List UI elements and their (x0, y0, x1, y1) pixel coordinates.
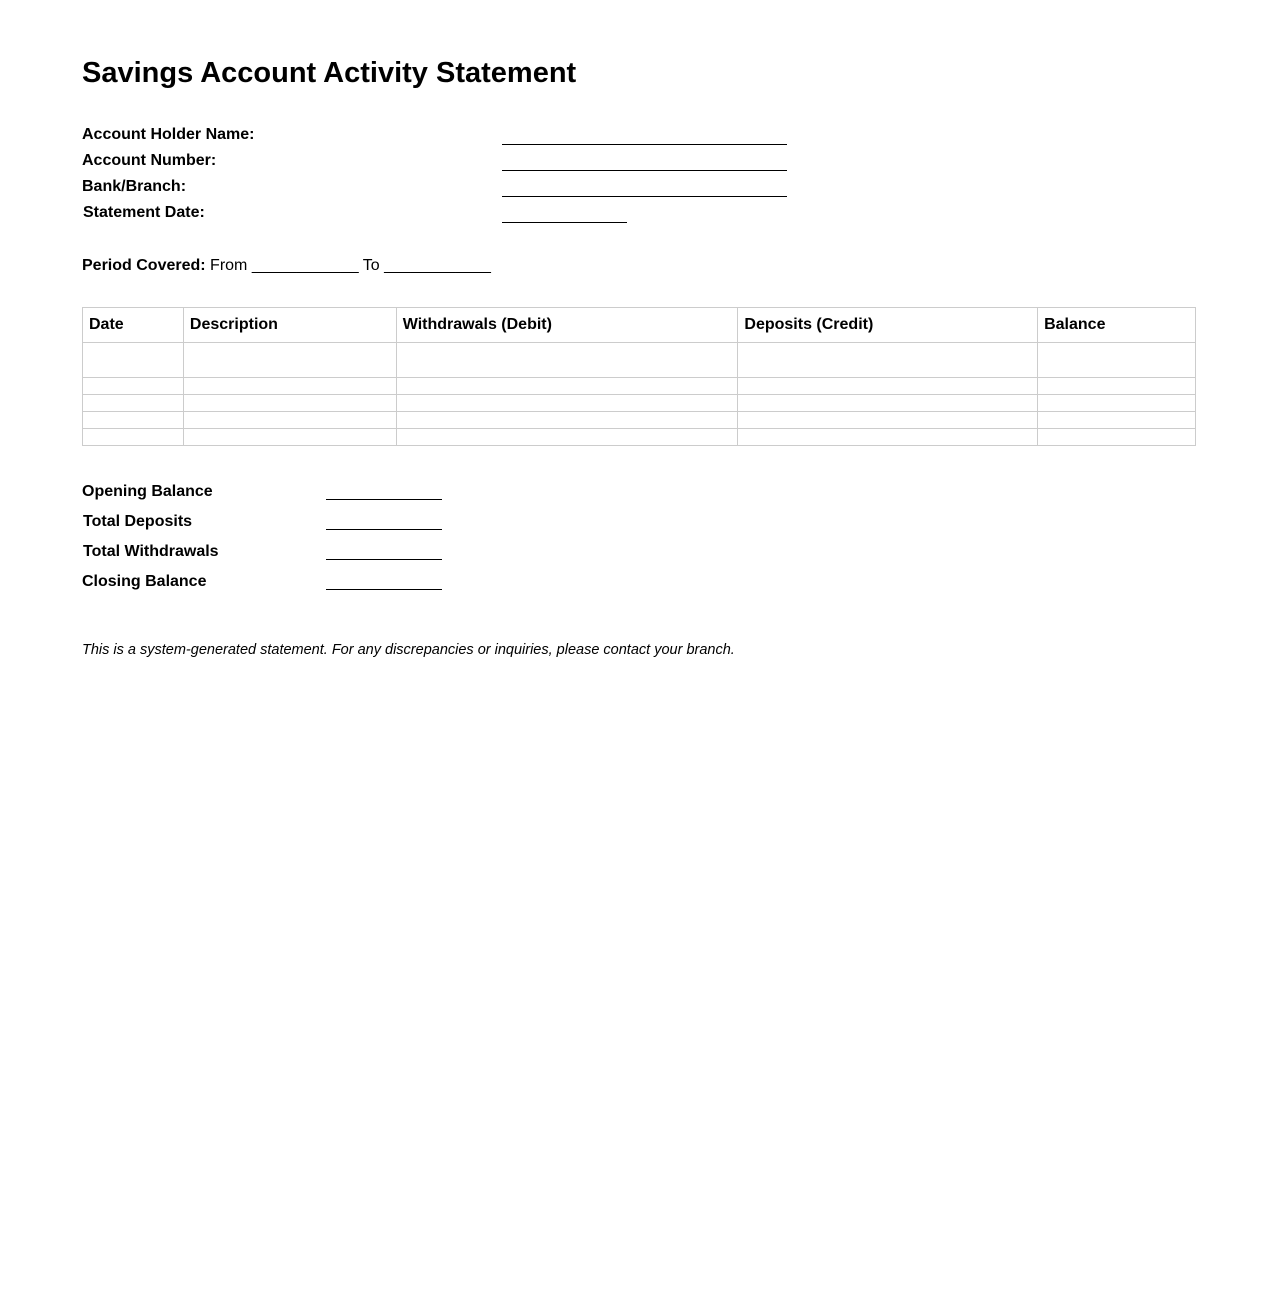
period-covered (82, 256, 491, 276)
cell-date[interactable] (83, 343, 184, 378)
cell-balance[interactable] (1038, 429, 1196, 446)
bank-branch-blank[interactable] (502, 196, 787, 197)
cell-balance[interactable] (1038, 412, 1196, 429)
account-number-label: Account Number: (82, 152, 217, 169)
cell-description[interactable] (183, 395, 396, 412)
account-number-blank[interactable] (502, 170, 787, 171)
account-holder-name-field (82, 125, 792, 145)
period-to-blank[interactable]: ____________ (384, 257, 491, 274)
cell-withdrawals[interactable] (396, 412, 738, 429)
closing-balance-blank[interactable] (326, 589, 442, 590)
statement-date-field (82, 203, 792, 223)
closing-balance-label: Closing Balance (82, 573, 207, 590)
page-title: Savings Account Activity Statement (82, 57, 577, 89)
total-withdrawals-label: Total Withdrawals (83, 543, 219, 560)
table-row (83, 378, 1196, 395)
account-number-field (82, 151, 792, 171)
column-header-deposits: Deposits (Credit) (738, 308, 1038, 343)
total-deposits-field (82, 512, 452, 532)
account-holder-name-blank[interactable] (502, 144, 787, 145)
cell-deposits[interactable] (738, 378, 1038, 395)
cell-deposits[interactable] (738, 395, 1038, 412)
cell-date[interactable] (83, 395, 184, 412)
period-covered-label: Period Covered: (82, 257, 206, 274)
column-header-date: Date (83, 308, 184, 343)
cell-withdrawals[interactable] (396, 429, 738, 446)
cell-date[interactable] (83, 429, 184, 446)
bank-branch-label: Bank/Branch: (82, 178, 187, 195)
table-row (83, 429, 1196, 446)
period-to-label: To (362, 257, 380, 274)
cell-withdrawals[interactable] (396, 378, 738, 395)
closing-balance-field (82, 572, 452, 592)
period-from-blank[interactable]: ____________ (251, 257, 359, 274)
cell-withdrawals[interactable] (396, 343, 738, 378)
footer-note: This is a system-generated statement. For any discrepancies or inquiries, please contact your branch. (82, 642, 735, 658)
statement-date-blank[interactable] (502, 222, 627, 223)
cell-description[interactable] (183, 378, 396, 395)
cell-withdrawals[interactable] (396, 395, 738, 412)
cell-description[interactable] (183, 412, 396, 429)
cell-deposits[interactable] (738, 412, 1038, 429)
table-row (83, 395, 1196, 412)
total-withdrawals-blank[interactable] (326, 559, 442, 560)
total-deposits-blank[interactable] (326, 529, 442, 530)
cell-deposits[interactable] (738, 343, 1038, 378)
table-header-row (83, 308, 1196, 343)
column-header-description: Description (183, 308, 396, 343)
account-holder-name-label: Account Holder Name: (82, 126, 255, 143)
column-header-withdrawals: Withdrawals (Debit) (396, 308, 738, 343)
cell-deposits[interactable] (738, 429, 1038, 446)
cell-date[interactable] (83, 378, 184, 395)
opening-balance-label: Opening Balance (82, 483, 213, 500)
table-row (83, 412, 1196, 429)
total-deposits-label: Total Deposits (83, 513, 193, 530)
opening-balance-field (82, 482, 452, 502)
total-withdrawals-field (82, 542, 452, 562)
cell-date[interactable] (83, 412, 184, 429)
bank-branch-field (82, 177, 792, 197)
cell-balance[interactable] (1038, 378, 1196, 395)
opening-balance-blank[interactable] (326, 499, 442, 500)
transaction-table (82, 307, 1196, 446)
statement-date-label: Statement Date: (83, 204, 205, 221)
column-header-balance: Balance (1038, 308, 1196, 343)
cell-balance[interactable] (1038, 343, 1196, 378)
period-from-label: From (210, 257, 248, 274)
cell-description[interactable] (183, 343, 396, 378)
cell-balance[interactable] (1038, 395, 1196, 412)
table-row (83, 343, 1196, 378)
cell-description[interactable] (183, 429, 396, 446)
